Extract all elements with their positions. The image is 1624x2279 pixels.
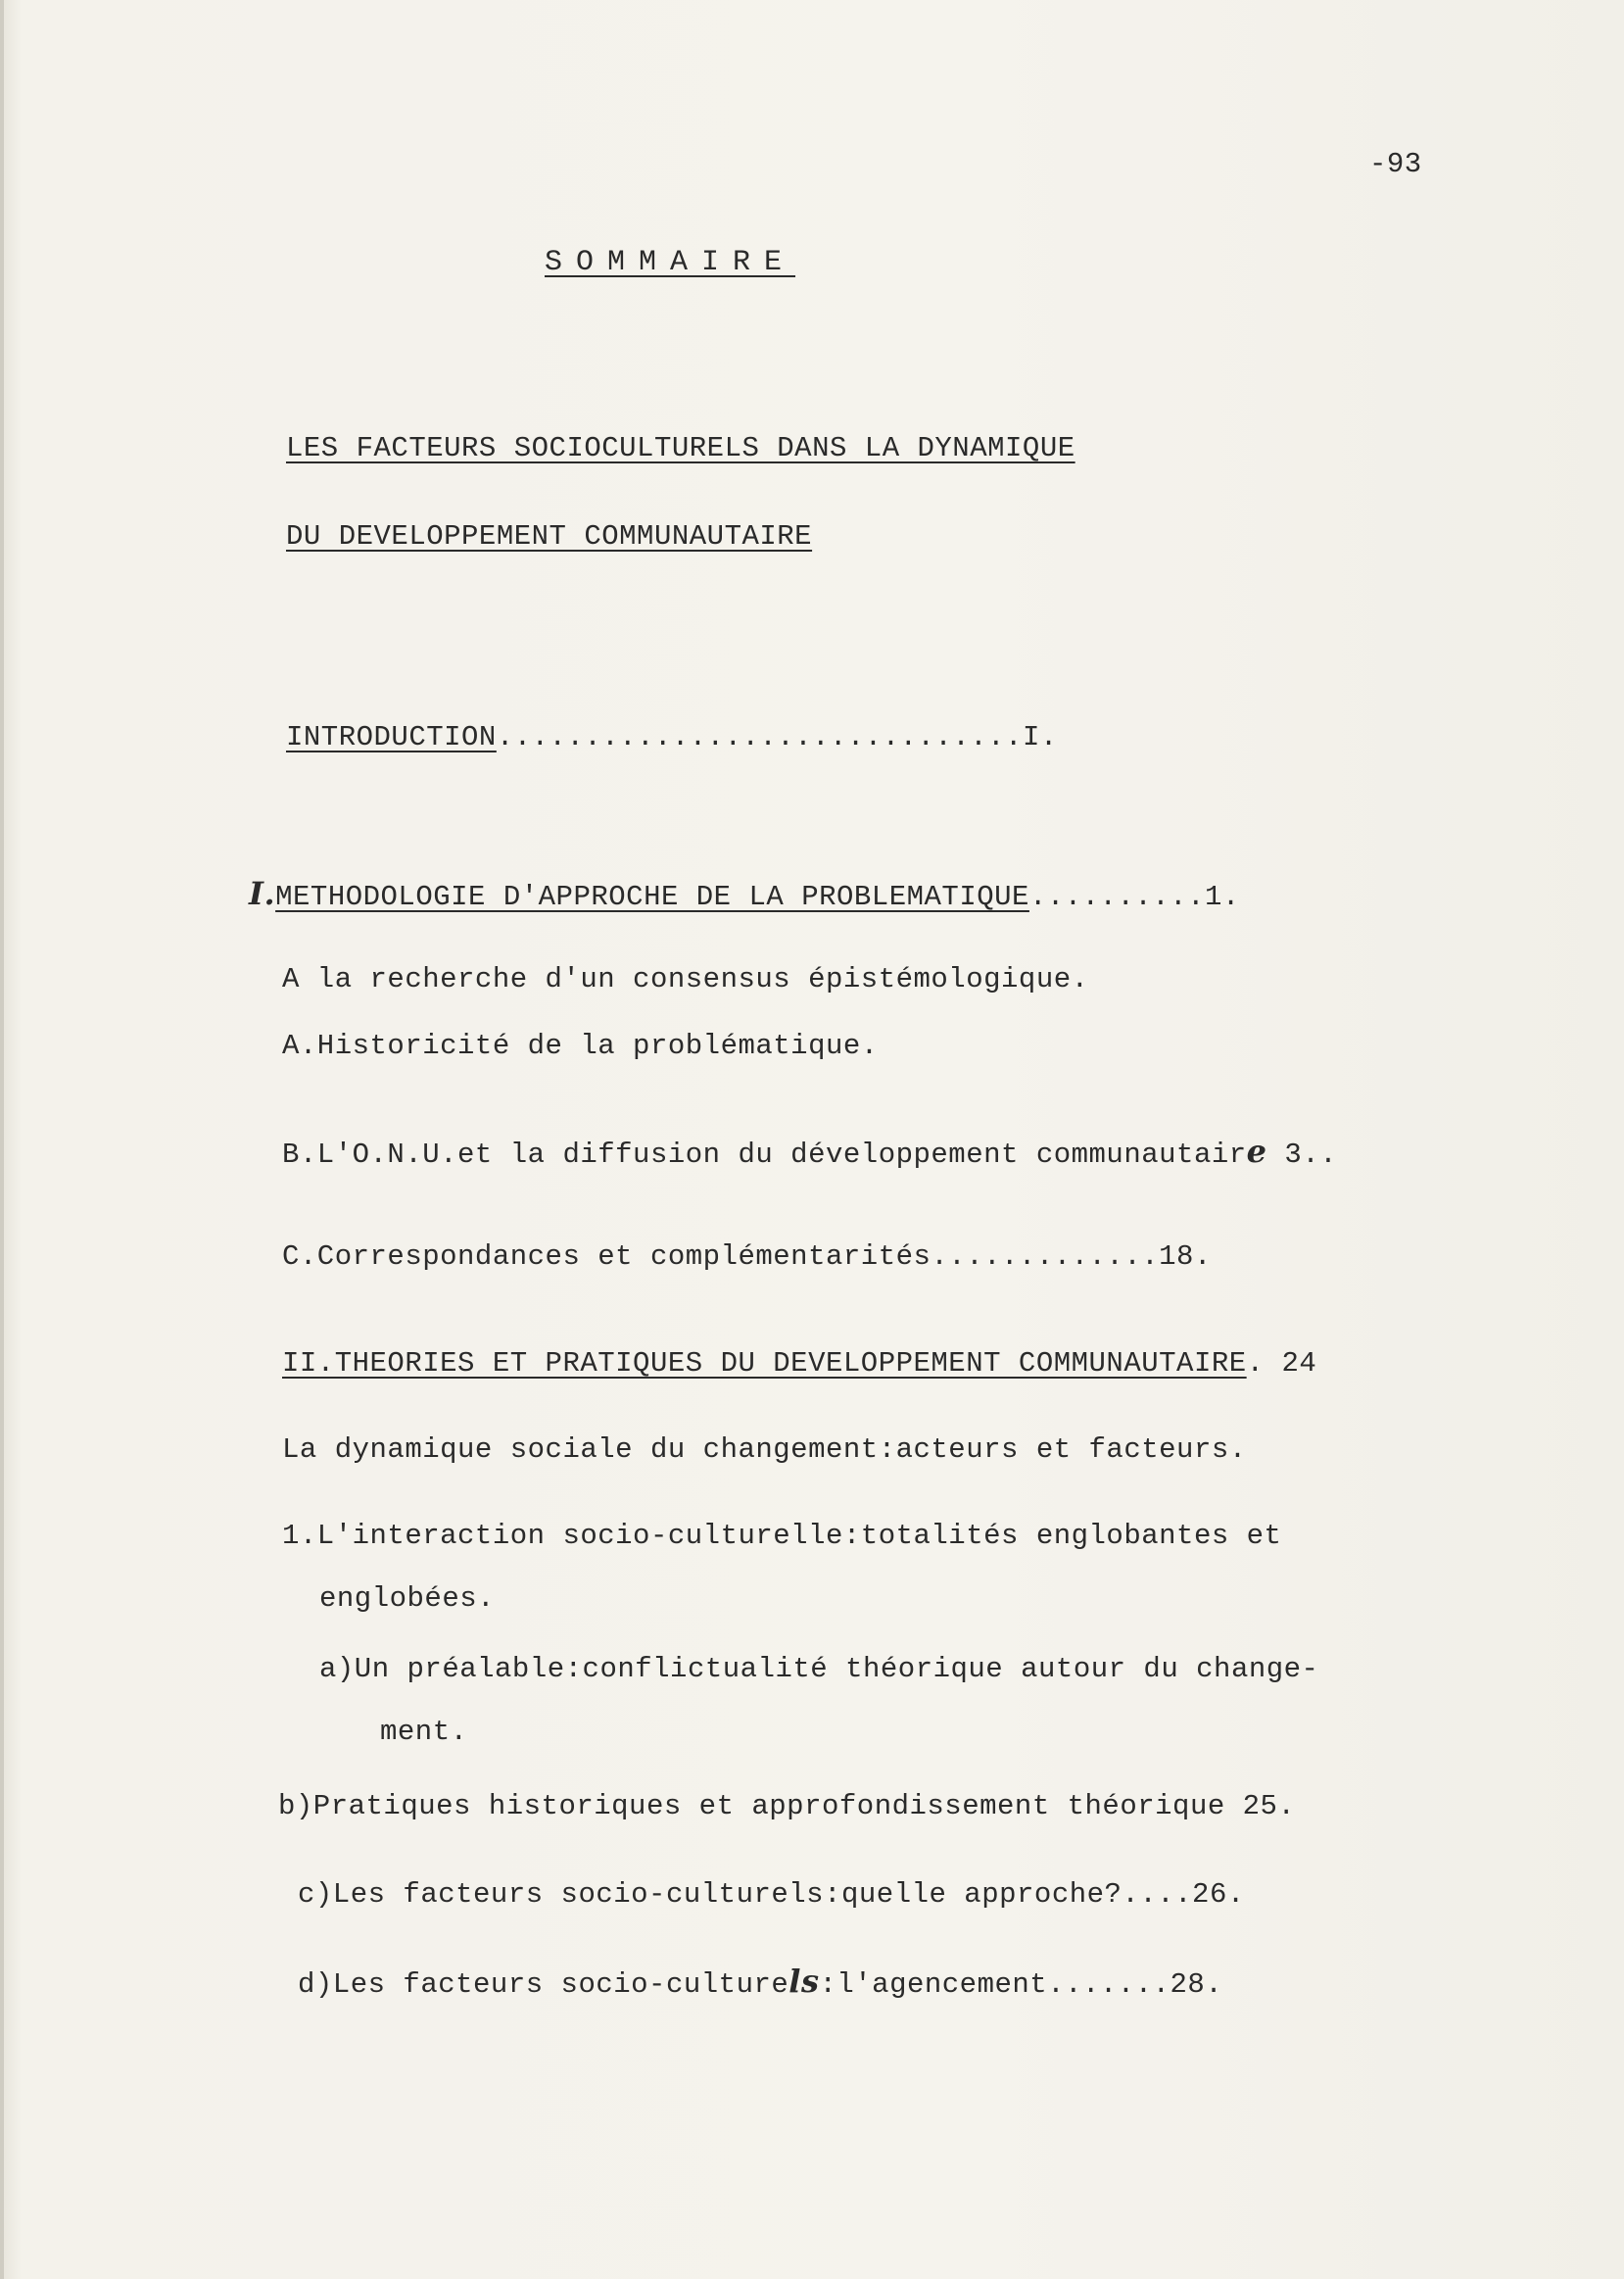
toc-label: METHODOLOGIE D'APPROCHE DE LA PROBLEMATIQUE <box>275 881 1029 913</box>
toc-subtitle-part2: La dynamique sociale du changement:acteurs et facteurs. <box>282 1433 1247 1466</box>
toc-label: INTRODUCTION <box>286 721 497 753</box>
toc-entry-part2-a-line2: ment. <box>380 1716 468 1748</box>
toc-page: 18. <box>1159 1240 1212 1273</box>
toc-entry-part2-1-line1: 1.L'interaction socio-culturelle:totalités englobantes et <box>282 1520 1282 1552</box>
toc-leader: .............................. <box>496 721 1023 753</box>
heading-line-2: DU DEVELOPPEMENT COMMUNAUTAIRE <box>286 520 813 553</box>
page-number: -93 <box>1369 148 1422 180</box>
toc-page: 1. <box>1204 881 1240 913</box>
toc-page: I. <box>1022 721 1058 753</box>
toc-label: II.THEORIES ET PRATIQUES DU DEVELOPPEMENT COMMUNAUTAIRE <box>282 1347 1247 1380</box>
handwritten-correction: ls <box>788 1963 820 2000</box>
toc-label: B.L'O.N.U.et la diffusion du développement communautair <box>282 1139 1247 1171</box>
toc-entry-part2-b: b)Pratiques historiques et approfondissement théorique 25. <box>278 1790 1296 1822</box>
toc-label: d)Les facteurs socio-culture <box>298 1968 789 2001</box>
toc-page: :l'agencement.......28. <box>819 1968 1223 2001</box>
toc-entry-introduction <box>286 720 1058 755</box>
toc-entry-part2-1-line2: englobées. <box>319 1582 496 1615</box>
toc-entry-part2-c: c)Les facteurs socio-culturels:quelle approche?....26. <box>298 1878 1245 1911</box>
handwritten-correction: e <box>1246 1133 1267 1170</box>
toc-subtitle-part1: A la recherche d'un consensus épistémologique. <box>282 963 1089 995</box>
toc-label: C.Correspondances et complémentarités <box>282 1240 931 1273</box>
toc-entry-part1-c <box>282 1239 1212 1275</box>
toc-entry-part1-b <box>282 1134 1337 1173</box>
toc-entry-part2-a-line1: a)Un préalable:conflictualité théorique autour du change- <box>319 1653 1319 1685</box>
page-edge <box>0 0 4 2279</box>
toc-entry-part2 <box>282 1346 1316 1382</box>
toc-entry-part2-d <box>298 1964 1222 2003</box>
page-title: SOMMAIRE <box>545 246 796 279</box>
toc-leader: .......... <box>1028 881 1205 913</box>
toc-entry-part1 <box>249 876 1240 915</box>
toc-leader: ............. <box>931 1240 1160 1273</box>
toc-entry-part1-a: A.Historicité de la problématique. <box>282 1030 879 1062</box>
toc-page: 3.. <box>1266 1139 1338 1171</box>
heading-line-1: LES FACTEURS SOCIOCULTURELS DANS LA DYNAMIQUE <box>286 432 1075 464</box>
toc-page: . 24 <box>1246 1347 1317 1380</box>
handwritten-marker: I. <box>249 875 276 912</box>
